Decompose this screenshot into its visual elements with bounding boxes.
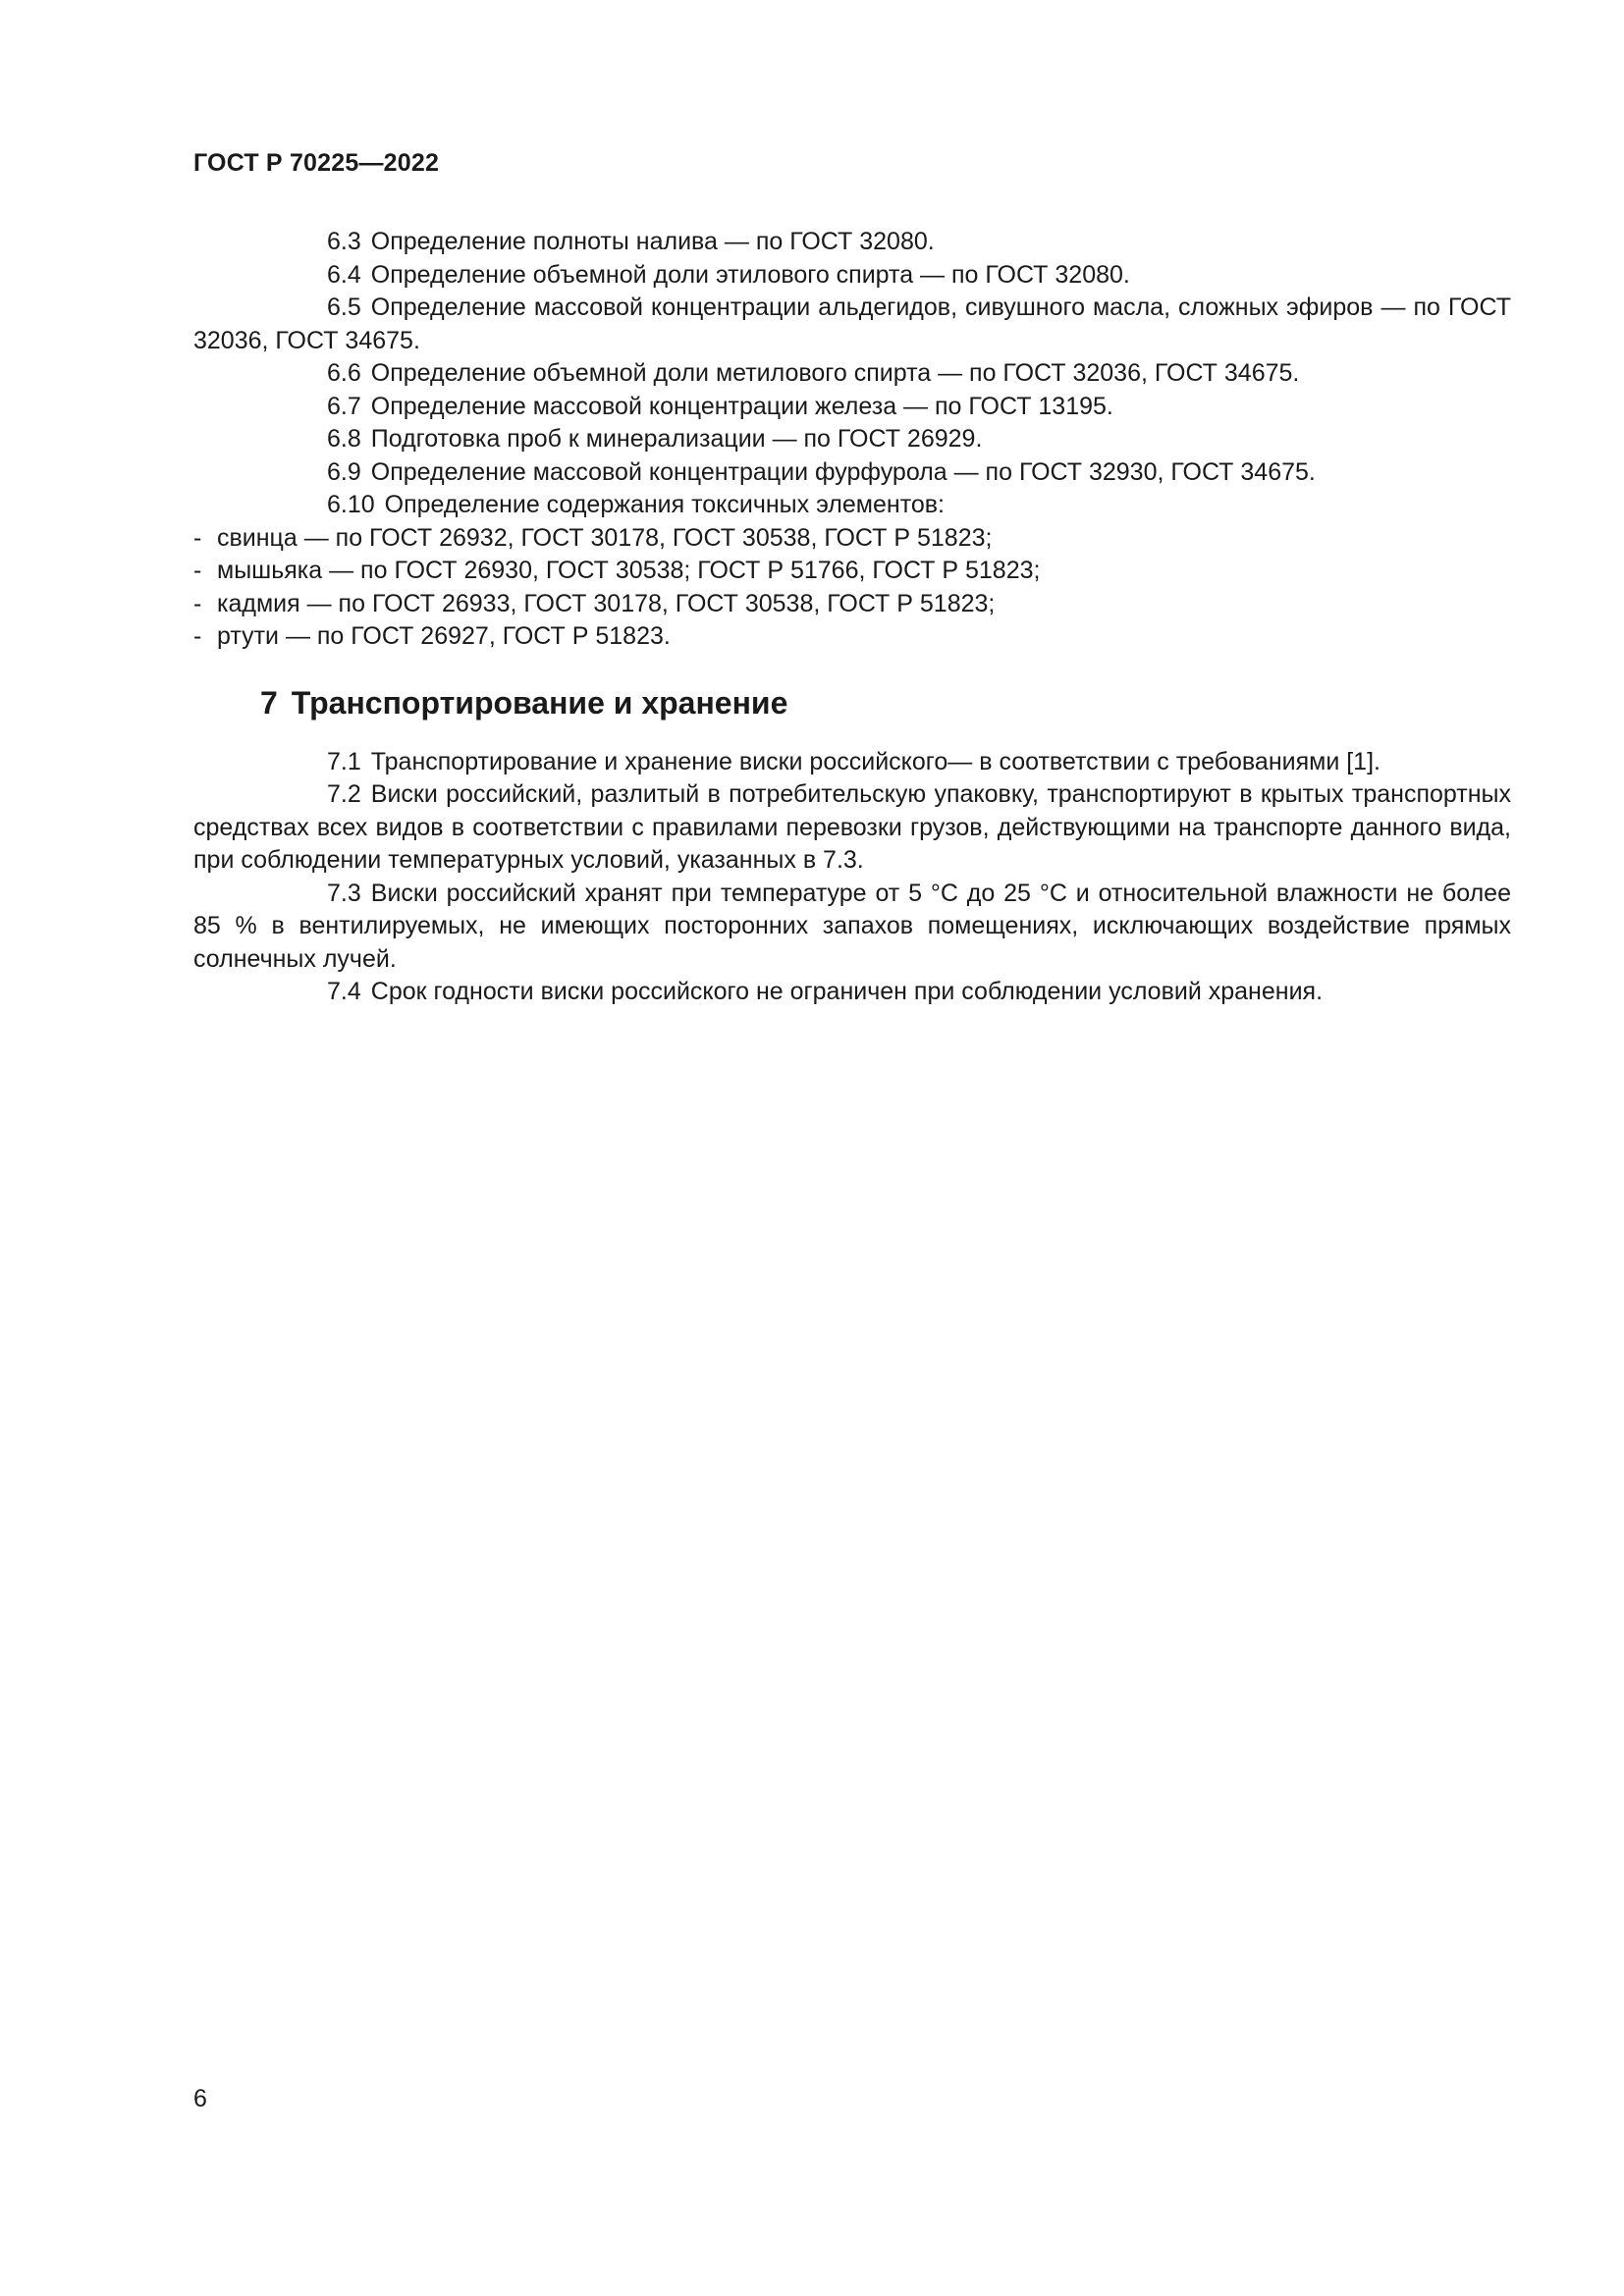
paragraph-number: 6.3	[327, 228, 361, 255]
section-7	[193, 683, 1511, 1009]
paragraph-text: Виски российский, разлитый в потребительскую упаковку, транспортируют в крытых транспортных средствах всех видов в соответствии с правилами перевозки грузов, действующими на транспорте данного вида, при соблюдении температурных условий, указанных в 7.3.	[193, 780, 1511, 874]
section-heading	[193, 683, 1511, 722]
document-id-header: ГОСТ Р 70225—2022	[193, 149, 440, 177]
paragraph-text: Определение содержания токсичных элементов:	[384, 491, 945, 518]
list-item-text: кадмия — по ГОСТ 26933, ГОСТ 30178, ГОСТ 30538, ГОСТ Р 51823;	[217, 589, 996, 617]
list-marker: -	[193, 622, 202, 650]
list-item-text: свинца — по ГОСТ 26932, ГОСТ 30178, ГОСТ 30538, ГОСТ Р 51823;	[217, 523, 993, 552]
list-item-text: мышьяка — по ГОСТ 26930, ГОСТ 30538; ГОСТ Р 51766, ГОСТ Р 51823;	[217, 557, 1041, 584]
paragraph-6-4	[193, 259, 1511, 293]
section-6	[193, 226, 1511, 654]
paragraph-6-8	[193, 423, 1511, 456]
paragraph-number: 7.1	[327, 747, 361, 775]
paragraph-7-1	[193, 746, 1511, 779]
list-marker: -	[193, 589, 202, 617]
section-number: 7	[260, 684, 278, 721]
list-marker: -	[193, 557, 202, 584]
paragraph-number: 6.9	[327, 457, 361, 486]
list-item	[193, 588, 1511, 621]
paragraph-6-7	[193, 391, 1511, 424]
paragraph-text: Срок годности виски российского не ограничен при соблюдении условий хранения.	[370, 978, 1324, 1005]
list-item	[193, 620, 1511, 654]
paragraph-number: 7.2	[327, 780, 361, 808]
list-item-text: ртути — по ГОСТ 26927, ГОСТ Р 51823.	[217, 622, 671, 650]
paragraph-number: 6.8	[327, 425, 361, 453]
paragraph-6-5	[193, 292, 1511, 357]
list-marker: -	[193, 523, 202, 552]
page-number: 6	[193, 2085, 207, 2112]
paragraph-6-6	[193, 357, 1511, 391]
paragraph-text: Определение массовой концентрации железа — по ГОСТ 13195.	[370, 392, 1113, 420]
paragraph-text: Подготовка проб к минерализации — по ГОСТ 26929.	[370, 425, 983, 453]
list-item	[193, 555, 1511, 588]
document-body	[193, 226, 1511, 1009]
paragraph-6-10	[193, 489, 1511, 522]
section-title: Транспортирование и хранение	[291, 684, 788, 721]
paragraph-number: 6.10	[327, 491, 375, 518]
paragraph-number: 7.4	[327, 978, 361, 1005]
paragraph-number: 6.6	[327, 359, 361, 387]
paragraph-number: 6.5	[327, 294, 361, 321]
paragraph-6-9	[193, 456, 1511, 490]
paragraph-text: Виски российский хранят при температуре от 5 °С до 25 °С и относительной влажности не более 85 % в вентилируемых, не имеющих посторонних запахов помещениях, исключающих воздействие прямых солнечных лучей.	[193, 879, 1511, 973]
toxic-elements-list	[193, 522, 1511, 654]
paragraph-7-4	[193, 976, 1511, 1009]
paragraph-number: 6.7	[327, 392, 361, 420]
paragraph-text: Определение полноты налива — по ГОСТ 32080.	[370, 228, 935, 255]
paragraph-number: 7.3	[327, 879, 361, 907]
paragraph-text: Определение массовой концентрации альдегидов, сивушного масла, сложных эфиров — по ГОСТ 32036, ГОСТ 34675.	[193, 294, 1511, 354]
paragraph-7-2	[193, 778, 1511, 878]
paragraph-text: Определение объемной доли метилового спирта — по ГОСТ 32036, ГОСТ 34675.	[370, 359, 1300, 387]
paragraph-7-3	[193, 878, 1511, 977]
paragraph-text: Транспортирование и хранение виски российского— в соответствии с требованиями [1].	[370, 747, 1380, 775]
list-item	[193, 522, 1511, 556]
paragraph-text: Определение массовой концентрации фурфурола — по ГОСТ 32930, ГОСТ 34675.	[370, 457, 1316, 486]
paragraph-6-3	[193, 226, 1511, 259]
paragraph-number: 6.4	[327, 260, 361, 289]
paragraph-text: Определение объемной доли этилового спирта — по ГОСТ 32080.	[370, 260, 1130, 289]
